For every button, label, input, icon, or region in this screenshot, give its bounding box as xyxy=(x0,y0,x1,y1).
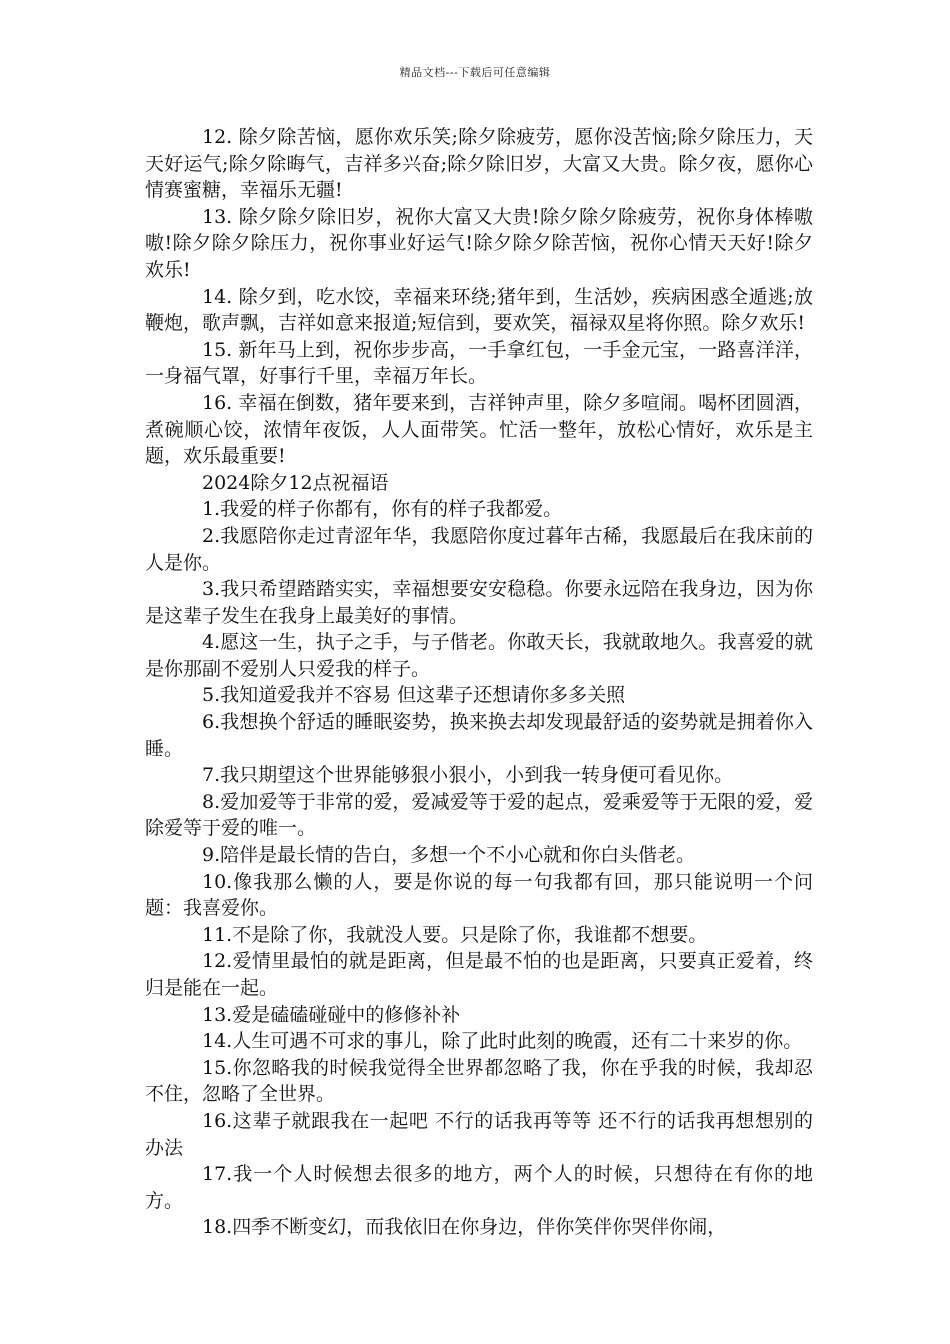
paragraph: 13.爱是磕磕碰碰中的修修补补 xyxy=(202,1003,461,1026)
paragraph: 16.这辈子就跟我在一起吧 不行的话我再等等 还不行的话我再想想别的办法 xyxy=(145,1109,813,1159)
paragraph: 1.我爱的样子你都有，你有的样子我都爱。 xyxy=(202,498,563,521)
paragraph: 3.我只希望踏踏实实，幸福想要安安稳稳。你要永远陪在我身边，因为你是这辈子发生在我身上最美好的事情。 xyxy=(145,578,813,627)
paragraph: 10.像我那么懒的人，要是你说的每一句我都有回，那只能说明一个问题：我喜爱你。 xyxy=(145,870,813,920)
paragraph: 8.爱加爱等于非常的爱，爱减爱等于爱的起点，爱乘爱等于无限的爱，爱除爱等于爱的唯一。 xyxy=(145,790,813,840)
paragraph: 12. 除夕除苦恼，愿你欢乐笑;除夕除疲劳，愿你没苦恼;除夕除压力，天天好运气;除夕除晦气，吉祥多兴奋;除夕除旧岁，大富又大贵。除夕夜，愿你心情赛蜜糖，幸福乐无疆! xyxy=(145,126,813,202)
paragraph: 9.陪伴是最长情的告白，多想一个不小心就和你白头偕老。 xyxy=(202,844,696,867)
paragraph: 15.你忽略我的时候我觉得全世界都忽略了我，你在乎我的时候，我却忍不住，忽略了全世界。 xyxy=(145,1056,813,1106)
page-header: 精品文档---下载后可任意编辑 xyxy=(399,66,551,79)
paragraph: 17.我一个人时候想去很多的地方，两个人的时候，只想待在有你的地方。 xyxy=(145,1163,813,1212)
paragraph: 7.我只期望这个世界能够狠小狠小，小到我一转身便可看见你。 xyxy=(202,764,734,787)
document-body xyxy=(145,124,813,1241)
paragraph: 14. 除夕到，吃水饺，幸福来环绕;猪年到，生活妙，疾病困惑全遁逃;放鞭炮，歌声飘，吉祥如意来报道;短信到，要欢笑，福禄双星将你照。除夕欢乐! xyxy=(145,285,813,335)
paragraph: 5.我知道爱我并不容易 但这辈子还想请你多多关照 xyxy=(202,684,626,707)
paragraph: 6.我想换个舒适的睡眠姿势，换来换去却发现最舒适的姿势就是拥着你入睡。 xyxy=(145,711,813,760)
section-heading: 2024除夕12点祝福语 xyxy=(202,471,389,494)
paragraph: 13. 除夕除夕除旧岁，祝你大富又大贵!除夕除夕除疲劳，祝你身体棒嗷嗷!除夕除夕除压力，祝你事业好运气!除夕除夕除苦恼，祝你心情天天好!除夕欢乐! xyxy=(145,205,813,281)
paragraph: 18.四季不断变幻，而我依旧在你身边，伴你笑伴你哭伴你闹， xyxy=(202,1216,727,1239)
paragraph: 2.我愿陪你走过青涩年华，我愿陪你度过暮年古稀，我愿最后在我床前的人是你。 xyxy=(145,524,813,574)
paragraph: 14.人生可遇不可求的事儿，除了此时此刻的晚霞，还有二十来岁的你。 xyxy=(202,1030,803,1053)
paragraph: 11.不是除了你，我就没人要。只是除了你，我谁都不想要。 xyxy=(202,923,708,946)
paragraph: 12.爱情里最怕的就是距离，但是最不怕的也是距离，只要真正爱着，终归是能在一起。 xyxy=(145,950,813,999)
paragraph: 15. 新年马上到，祝你步步高，一手拿红包，一手金元宝，一路喜洋洋，一身福气罩，好事行千里，幸福万年长。 xyxy=(145,338,813,388)
paragraph: 4.愿这一生，执子之手，与子偕老。你敢天长，我就敢地久。我喜爱的就是你那副不爱别人只爱我的样子。 xyxy=(145,631,813,680)
paragraph: 16. 幸福在倒数，猪年要来到，吉祥钟声里，除夕多喧闹。喝杯团圆酒，煮碗顺心饺，浓情年夜饭，人人面带笑。忙活一整年，放松心情好，欢乐是主题，欢乐最重要! xyxy=(145,391,813,468)
